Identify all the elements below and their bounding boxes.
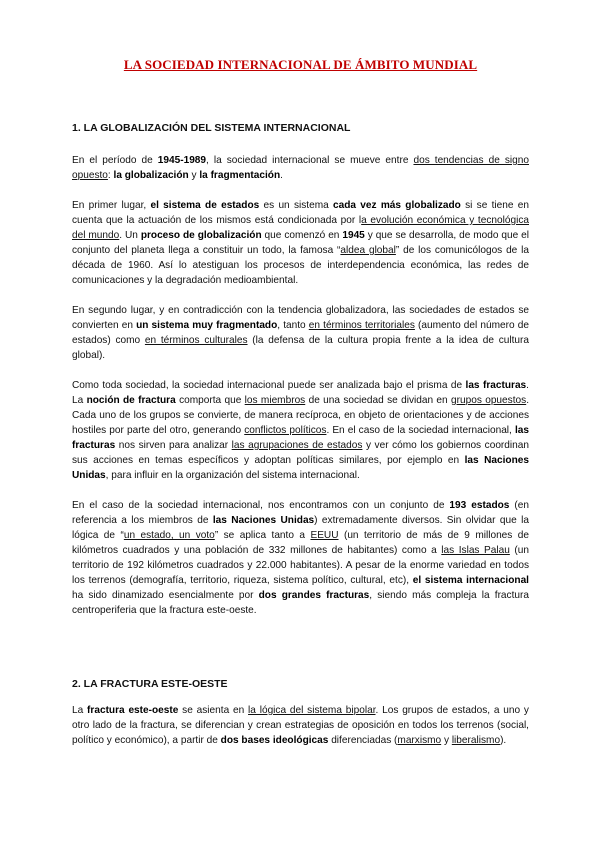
text-run: La <box>72 705 88 716</box>
underlined-term: las Islas Palau <box>441 545 510 556</box>
underlined-term: las agrupaciones de estados <box>231 440 363 451</box>
bold-term: cada vez más globalizado <box>333 200 461 211</box>
text-run: . La <box>72 380 529 406</box>
text-run: , tanto <box>277 320 309 331</box>
text-run: y <box>441 735 452 746</box>
section-heading-globalizacion: 1. LA GLOBALIZACIÓN DEL SISTEMA INTERNACIONAL <box>72 122 351 134</box>
text-run: ) extremadamente diversos. Sin olvidar que la lógica de “ <box>72 515 529 541</box>
text-run: ha sido dinamizado esencialmente por <box>72 590 259 601</box>
section-heading-fractura-este-oeste: 2. LA FRACTURA ESTE-OESTE <box>72 678 228 690</box>
text-run: y ver cómo los gobiernos coordinan sus acciones en temas específicos y adoptan políticas similares, por ejemplo en <box>72 440 529 466</box>
bold-term: las fracturas <box>465 380 527 391</box>
text-run: , siendo más compleja la fractura centroperiferia que la fractura este-oeste. <box>72 590 529 616</box>
text-run: . Un <box>119 230 141 241</box>
text-run: En el caso de la sociedad internacional, nos encontramos con un conjunto de <box>72 500 450 511</box>
paragraph <box>72 303 529 363</box>
text-run: ” de los comunicólogos de la década de 1960. Así lo atestiguan los procesos de interdependencia económica, las redes de comunicaciones y la degradación medioambiental. <box>72 245 529 286</box>
underlined-term: en términos culturales <box>144 335 248 346</box>
text-run: : <box>107 170 114 181</box>
underlined-term: en términos territoriales <box>308 320 415 331</box>
underlined-term: la lógica del sistema bipolar <box>248 705 376 716</box>
bold-term: 193 estados <box>449 500 510 511</box>
underlined-term: un estado, un voto <box>123 530 215 541</box>
text-run: de una sociedad se dividan en <box>305 395 451 406</box>
text-run: (la defensa de la cultura propia frente a la idea de cultura global). <box>72 335 529 361</box>
bold-term: un sistema muy fragmentado <box>136 320 278 331</box>
text-run: Como toda sociedad, la sociedad internacional puede ser analizada bajo el prisma de <box>72 380 466 391</box>
text-run: (aumento del número de estados) como <box>72 320 529 346</box>
text-run: es un sistema <box>259 200 333 211</box>
text-run: que comenzó en <box>261 230 343 241</box>
text-run: , para influir en la organización del sistema internacional. <box>105 470 360 481</box>
bold-term: la fragmentación <box>199 170 281 181</box>
text-run: se asienta en <box>178 705 249 716</box>
paragraph <box>72 198 529 288</box>
bold-term: dos bases ideológicas <box>220 735 329 746</box>
text-run: En el período de <box>72 155 158 166</box>
text-run: En segundo lugar, y en contradicción con la tendencia globalizadora, las sociedades de estados se convierten en <box>72 305 529 331</box>
bold-term: las fracturas <box>72 425 529 451</box>
text-run: . En el caso de la sociedad internacional, <box>326 425 515 436</box>
bold-term: fractura este-oeste <box>87 705 179 716</box>
paragraph <box>72 703 529 748</box>
paragraph <box>72 498 529 618</box>
text-run: (un territorio de más de 9 millones de kilómetros cuadrados y una población de 332 millones de habitantes) como a <box>72 530 530 556</box>
paragraph <box>72 378 529 483</box>
text-run: y <box>188 170 200 181</box>
underlined-term: conflictos políticos <box>244 425 327 436</box>
text-run: , la sociedad internacional se mueve entre <box>206 155 414 166</box>
paragraph <box>72 153 529 183</box>
underlined-term: a evolución económica y tecnológica del mundo <box>72 215 529 241</box>
underlined-term: dos tendencias de signo opuesto <box>72 155 529 181</box>
bold-term: el sistema de estados <box>150 200 260 211</box>
underlined-term: grupos opuestos <box>451 395 527 406</box>
text-run: . Cada uno de los grupos se convierte, de manera recíproca, en objeto de orientaciones y de acciones hostiles por parte del otro, generando <box>72 395 529 436</box>
text-run: diferenciadas ( <box>328 735 398 746</box>
text-run: En primer lugar, <box>72 200 151 211</box>
text-run: nos sirven para analizar <box>115 440 232 451</box>
underlined-term: marxismo <box>397 735 442 746</box>
text-run: . Los grupos de estados, a uno y otro lado de la fractura, se diferencian y crean estrategias de oposición en todos los terrenos (social, político y económico), a partir de <box>72 705 529 746</box>
bold-term: noción de fractura <box>86 395 176 406</box>
text-run: (un territorio de 192 kilómetros cuadrados y 22.000 habitantes). A pesar de la enorme variedad en todos los terrenos (demografía, territorio, riqueza, sistema político, cultural, etc), <box>72 545 529 586</box>
text-run: ). <box>500 735 507 746</box>
underlined-term: aldea global <box>340 245 396 256</box>
bold-term: proceso de globalización <box>140 230 262 241</box>
text-run: (en referencia a los miembros de <box>72 500 529 526</box>
bold-term: la globalización <box>113 170 189 181</box>
underlined-term: liberalismo <box>451 735 501 746</box>
bold-term: dos grandes fracturas <box>258 590 370 601</box>
bold-term: 1945-1989 <box>157 155 207 166</box>
bold-term: el sistema internacional <box>412 575 529 586</box>
text-run: y que se desarrolla, de modo que el conjunto del planeta llega a constituir un todo, la famosa “ <box>72 230 530 256</box>
underlined-term: los miembros <box>244 395 306 406</box>
bold-term: las Naciones Unidas <box>212 515 315 526</box>
text-run: si se tiene en cuenta que la actuación de los mismos está condicionada por l <box>72 200 529 226</box>
bold-term: las Naciones Unidas <box>72 455 529 481</box>
bold-term: 1945 <box>342 230 365 241</box>
underlined-term: EEUU <box>310 530 339 541</box>
document-title: LA SOCIEDAD INTERNACIONAL DE ÁMBITO MUNDIAL <box>123 57 478 72</box>
text-run: ” se aplica tanto a <box>214 530 311 541</box>
text-run: . <box>280 170 283 181</box>
text-run: comporta que <box>175 395 245 406</box>
